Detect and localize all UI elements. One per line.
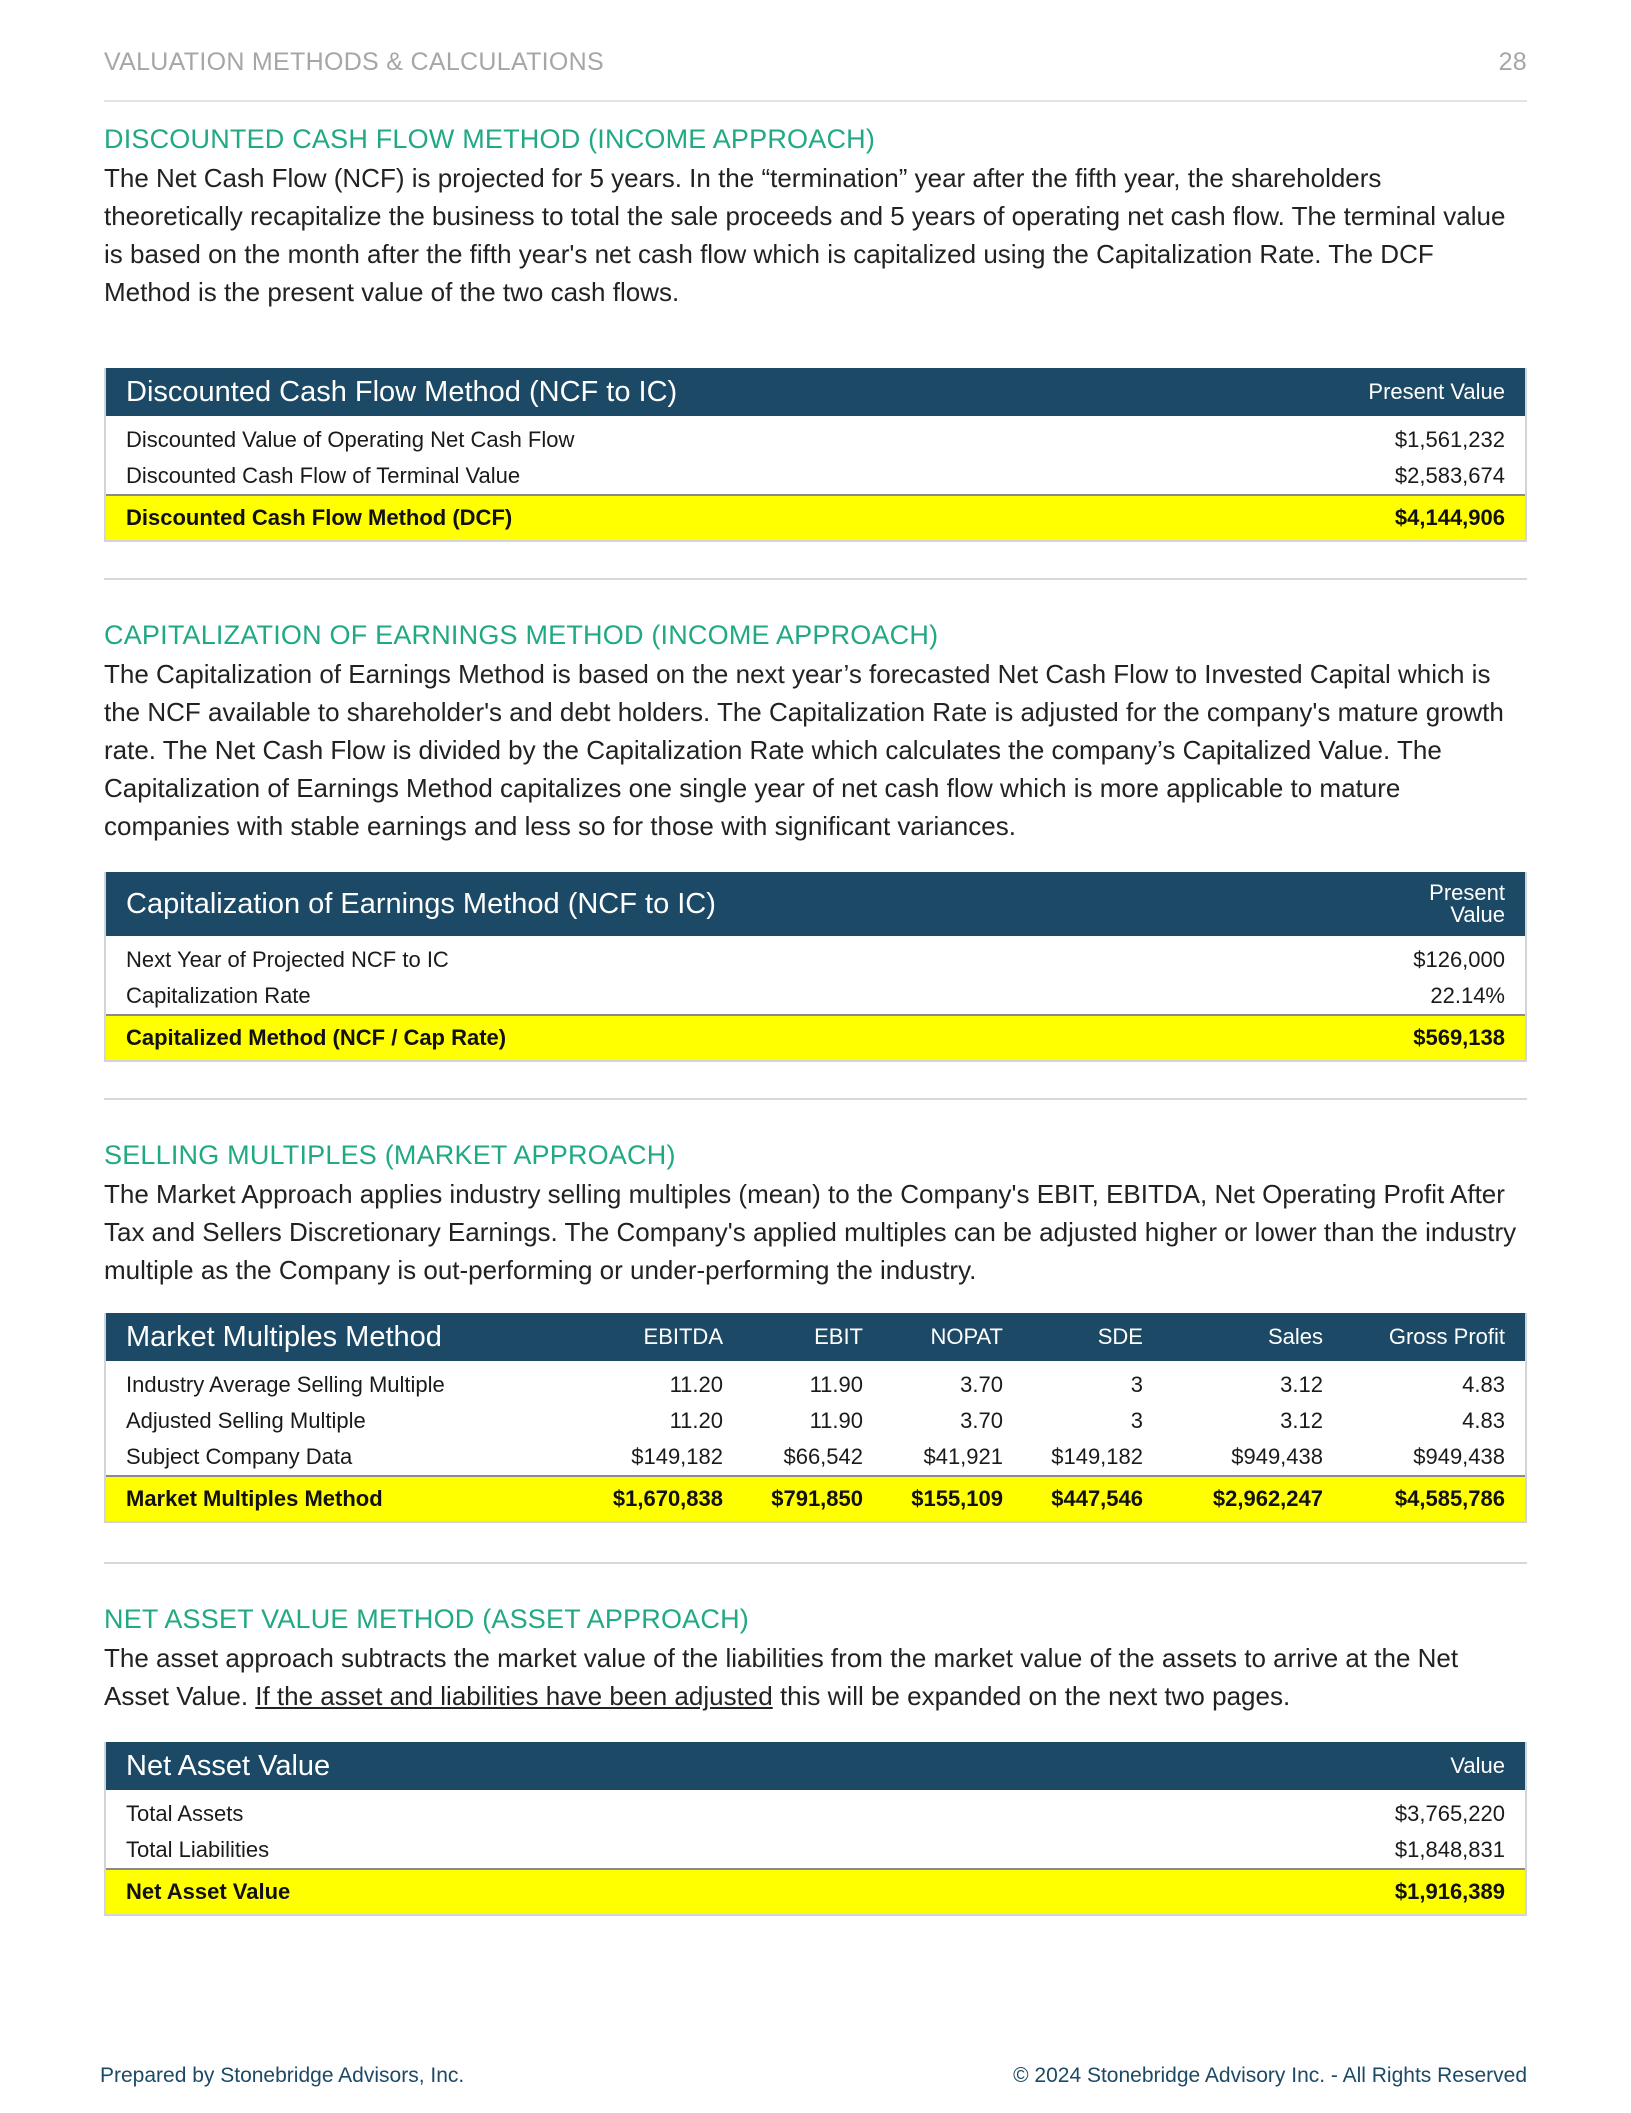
dcf-table-header [106, 368, 1525, 416]
table-row [106, 1367, 1525, 1403]
cell: $41,921 [923, 1444, 1003, 1469]
cap-total-row [106, 1014, 1525, 1060]
col-gross-profit: Gross Profit [1388, 1324, 1505, 1349]
market-heading: SELLING MULTIPLES (MARKET APPROACH) [104, 1140, 676, 1170]
row-label: Industry Average Selling Multiple [126, 1372, 445, 1397]
row-label: Total Assets [126, 1801, 244, 1826]
market-section [104, 1140, 1527, 1289]
col-nopat: NOPAT [930, 1324, 1003, 1349]
row-value: $2,583,674 [1394, 463, 1505, 488]
row-value: $1,561,232 [1394, 427, 1505, 452]
row-label: Capitalization Rate [126, 983, 311, 1008]
nav-table-title: Net Asset Value [126, 1749, 331, 1782]
col-sde: SDE [1097, 1324, 1143, 1349]
page-footer [100, 2064, 1527, 2088]
table-row [106, 1439, 1525, 1475]
market-table-header [106, 1313, 1525, 1361]
cap-section [104, 620, 1527, 845]
cell: $949,438 [1413, 1444, 1505, 1469]
nav-paragraph [104, 1639, 1527, 1715]
row-label: Subject Company Data [126, 1444, 353, 1469]
total-cell: $2,962,247 [1212, 1486, 1323, 1511]
market-paragraph: The Market Approach applies industry selling multiples (mean) to the Company's EBIT, EBITDA, Net Operating Profit After Tax and Sellers Discretionary Earnings. The Company's applied multiples can be adjusted higher or lower than the industry multiple as the Company is out-performing or under-performing the industry. [104, 1179, 1517, 1285]
cap-table-header [106, 872, 1525, 936]
market-total-row [106, 1475, 1525, 1521]
nav-heading: NET ASSET VALUE METHOD (ASSET APPROACH) [104, 1604, 749, 1634]
footer-copyright: © 2024 Stonebridge Advisory Inc. - All Rights Reserved [1013, 2064, 1527, 2087]
nav-paragraph-text: this will be expanded on the next two pages. [772, 1681, 1291, 1711]
table-row [106, 422, 1525, 458]
table-row [106, 1796, 1525, 1832]
row-value: $1,848,831 [1394, 1837, 1505, 1862]
total-value: $1,916,389 [1394, 1879, 1505, 1904]
total-label: Discounted Cash Flow Method (DCF) [126, 505, 513, 530]
col-sales: Sales [1267, 1324, 1323, 1349]
dcf-table [104, 368, 1527, 542]
total-cell: $4,585,786 [1394, 1486, 1505, 1511]
total-cell: $1,670,838 [612, 1486, 723, 1511]
total-cell: $155,109 [911, 1486, 1003, 1511]
section-divider [104, 1562, 1527, 1564]
cell: $66,542 [783, 1444, 863, 1469]
total-label: Market Multiples Method [126, 1486, 383, 1511]
table-row [106, 1832, 1525, 1868]
col-ebit: EBIT [814, 1324, 863, 1349]
dcf-total-row [106, 494, 1525, 540]
cell: $149,182 [631, 1444, 723, 1469]
row-value: $3,765,220 [1394, 1801, 1505, 1826]
table-row [106, 458, 1525, 494]
cap-col-present-value [1429, 882, 1505, 926]
row-label: Next Year of Projected NCF to IC [126, 947, 449, 972]
cell: 3 [1130, 1408, 1143, 1433]
market-table [104, 1313, 1527, 1523]
dcf-heading: DISCOUNTED CASH FLOW METHOD (INCOME APPROACH) [104, 124, 876, 154]
total-label: Net Asset Value [126, 1879, 291, 1904]
page-number: 28 [1498, 48, 1527, 76]
row-label: Total Liabilities [126, 1837, 270, 1862]
total-cell: $791,850 [771, 1486, 863, 1511]
total-value: $569,138 [1413, 1025, 1505, 1050]
nav-section [104, 1604, 1527, 1715]
cap-paragraph: The Capitalization of Earnings Method is based on the next year’s forecasted Net Cash Flow to Invested Capital which is the NCF available to shareholder's and debt holders. The Capitalization Rate is adjusted for the company's mature growth rate. The Net Cash Flow is divided by the Capitalization Rate which calculates the company’s Capitalized Value. The Capitalization of Earnings Method capitalizes one single year of net cash flow which is more applicable to mature companies with stable earnings and less so for those with significant variances. [104, 659, 1504, 841]
cell: $949,438 [1231, 1444, 1323, 1469]
section-divider [104, 1098, 1527, 1100]
total-label: Capitalized Method (NCF / Cap Rate) [126, 1025, 507, 1050]
nav-table-header [106, 1742, 1525, 1790]
table-row [106, 942, 1525, 978]
cap-heading: CAPITALIZATION OF EARNINGS METHOD (INCOME APPROACH) [104, 620, 939, 650]
cell: 11.90 [809, 1372, 863, 1397]
nav-paragraph-text: The asset approach subtracts the market value of the liabilities from the market value of the assets to arrive at the Net Asset Value. [104, 1643, 1459, 1711]
dcf-table-title: Discounted Cash Flow Method (NCF to IC) [126, 375, 678, 408]
cell: 11.20 [669, 1372, 723, 1397]
dcf-paragraph: The Net Cash Flow (NCF) is projected for 5 years. In the “termination” year after the fifth year, the shareholders theoretically recapitalize the business to total the sale proceeds and 5 years of operating net cash flow. The terminal value is based on the month after the fifth year's net cash flow which is capitalized using the Capitalization Rate. The DCF Method is the present value of the two cash flows. [104, 163, 1506, 307]
cap-table [104, 872, 1527, 1062]
cell: 3 [1130, 1372, 1143, 1397]
nav-col-value: Value [1450, 1753, 1505, 1778]
cell: 3.70 [960, 1372, 1003, 1397]
col-line-2: Value [1450, 902, 1505, 927]
total-value: $4,144,906 [1394, 505, 1505, 530]
nav-total-row [106, 1868, 1525, 1914]
dcf-col-present-value: Present Value [1368, 379, 1505, 404]
nav-table [104, 1742, 1527, 1916]
cell: 11.20 [669, 1408, 723, 1433]
cap-table-title: Capitalization of Earnings Method (NCF to IC) [126, 887, 716, 920]
running-header [104, 48, 1527, 102]
total-cell: $447,546 [1051, 1486, 1143, 1511]
market-table-title: Market Multiples Method [126, 1320, 442, 1353]
cell: 4.83 [1462, 1408, 1505, 1433]
cell: 3.70 [960, 1408, 1003, 1433]
col-ebitda: EBITDA [643, 1324, 723, 1349]
nav-paragraph-link[interactable]: If the asset and liabilities have been adjusted [255, 1681, 773, 1711]
row-label: Discounted Cash Flow of Terminal Value [126, 463, 521, 488]
section-divider [104, 578, 1527, 580]
table-row [106, 978, 1525, 1014]
table-row [106, 1403, 1525, 1439]
row-value: 22.14% [1430, 983, 1505, 1008]
dcf-section [104, 124, 1527, 311]
cell: 11.90 [809, 1408, 863, 1433]
row-label: Adjusted Selling Multiple [126, 1408, 366, 1433]
cell: 4.83 [1462, 1372, 1505, 1397]
col-line-1: Present [1429, 880, 1505, 905]
cell: $149,182 [1051, 1444, 1143, 1469]
cell: 3.12 [1280, 1408, 1323, 1433]
row-value: $126,000 [1413, 947, 1505, 972]
cell: 3.12 [1280, 1372, 1323, 1397]
footer-prepared-by: Prepared by Stonebridge Advisors, Inc. [100, 2064, 465, 2087]
running-title: VALUATION METHODS & CALCULATIONS [104, 48, 604, 76]
row-label: Discounted Value of Operating Net Cash Flow [126, 427, 575, 452]
